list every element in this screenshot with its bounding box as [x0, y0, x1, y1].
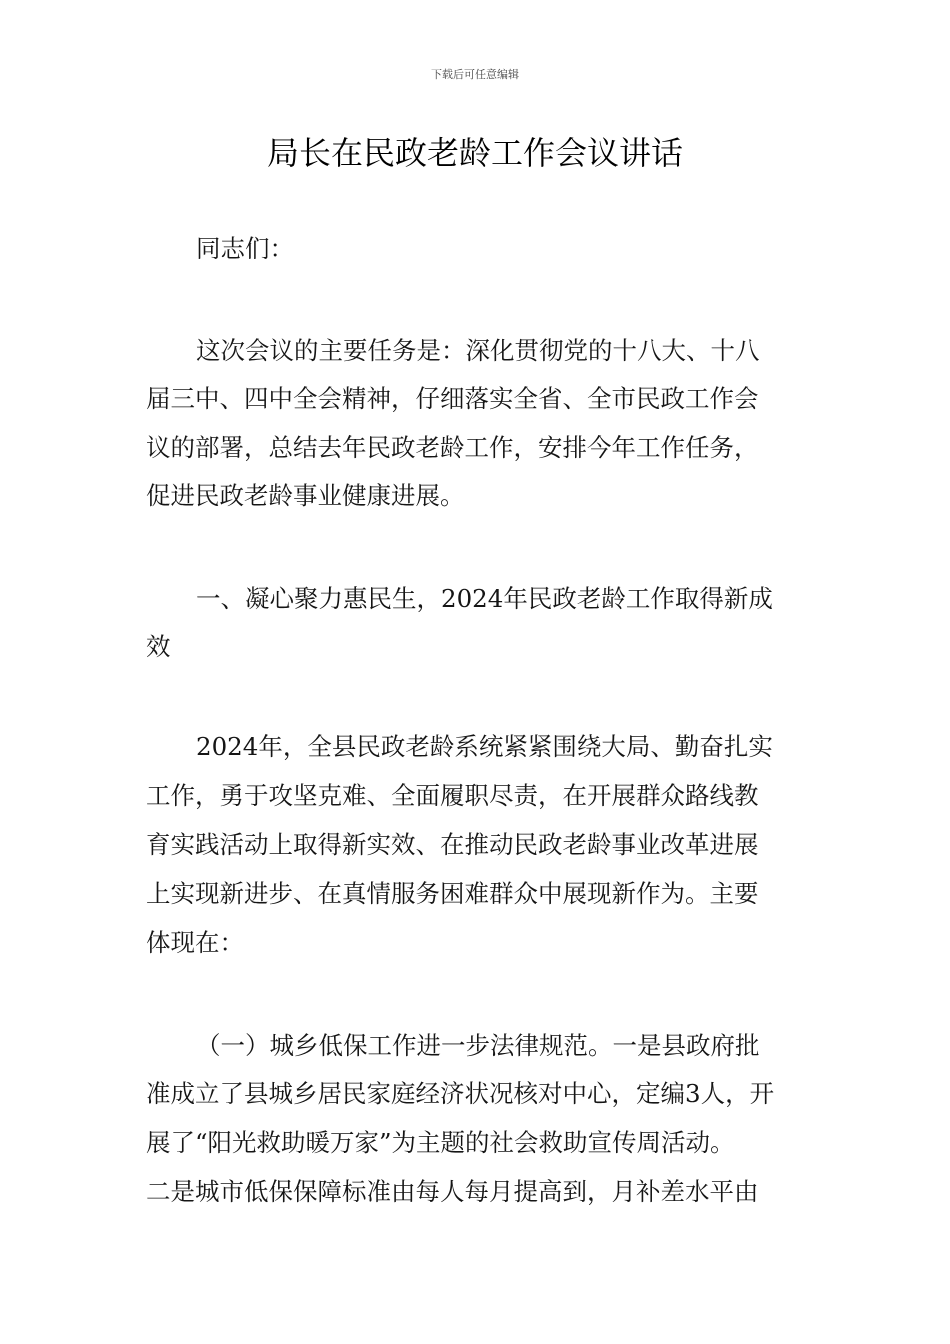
paragraph-line: 展了“阳光救助暖万家”为主题的社会救助宣传周活动。	[146, 1128, 735, 1157]
paragraph-line: 工作，勇于攻坚克难、全面履职尽责，在开展群众路线教	[146, 781, 759, 810]
paragraph-line: 2024年，全县民政老龄系统紧紧围绕大局、勤奋扎实	[196, 732, 773, 761]
document-title: 局长在民政老龄工作会议讲话	[266, 134, 683, 172]
paragraph-line: 二是城市低保保障标准由每人每月提高到，月补差水平由	[146, 1177, 759, 1206]
paragraph-line: 育实践活动上取得新实效、在推动民政老龄事业改革进展	[146, 830, 759, 859]
paragraph-line: 准成立了县城乡居民家庭经济状况核对中心，定编3人，开	[146, 1079, 775, 1108]
paragraph-line: 一、凝心聚力惠民生，2024年民政老龄工作取得新成	[196, 584, 773, 613]
salutation: 同志们：	[196, 234, 294, 263]
paragraph-line: 体现在：	[146, 928, 244, 957]
paragraph-line: 届三中、四中全会精神，仔细落实全省、全市民政工作会	[146, 384, 759, 413]
paragraph-line: （一）城乡低保工作进一步法律规范。一是县政府批	[196, 1031, 760, 1060]
paragraph-line: 这次会议的主要任务是：深化贯彻党的十八大、十八	[196, 336, 760, 365]
paragraph-line: 议的部署，总结去年民政老龄工作，安排今年工作任务，	[146, 433, 759, 462]
paragraph-line: 上实现新进步、在真情服务困难群众中展现新作为。主要	[146, 879, 759, 908]
download-note: 下载后可任意编辑	[431, 68, 519, 81]
paragraph-line: 促进民政老龄事业健康进展。	[146, 481, 465, 510]
paragraph-line: 效	[146, 632, 171, 661]
